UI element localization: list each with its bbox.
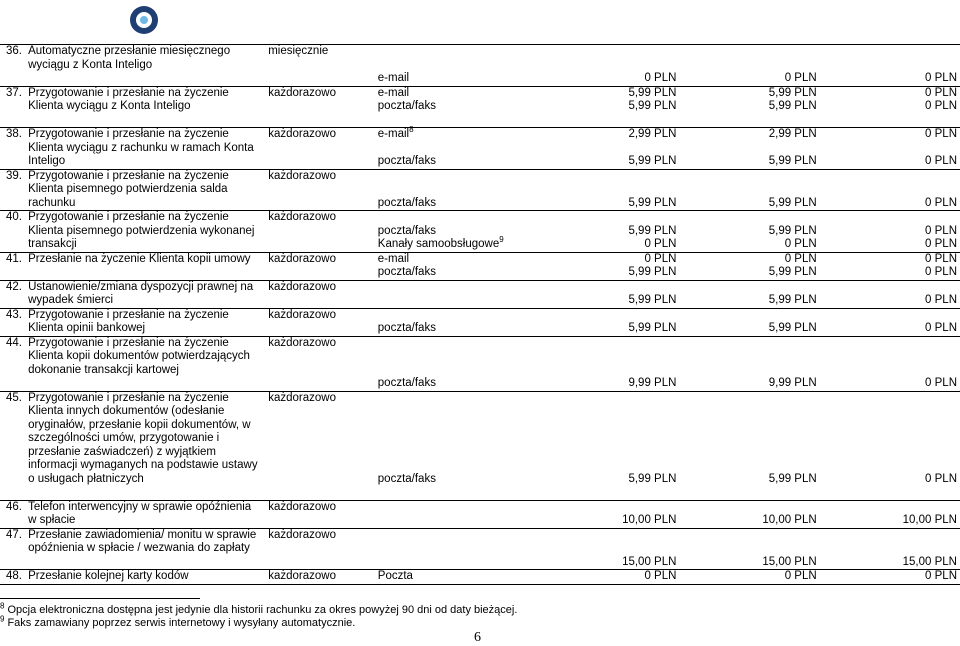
footnote xyxy=(0,614,356,629)
fee-amount-p2 xyxy=(679,542,819,556)
fee-amount-p2: 15,00 PLN xyxy=(762,555,817,568)
row-number: 44. xyxy=(0,336,24,391)
fee-amount-p3 xyxy=(820,486,960,500)
fee-amount-p3 xyxy=(820,405,960,419)
delivery-channel xyxy=(375,308,539,322)
fee-amount-p1 xyxy=(539,528,679,542)
fee-amount-p1 xyxy=(539,486,679,500)
delivery-channel xyxy=(375,570,539,585)
fee-amount-p1: 0 PLN xyxy=(644,72,677,84)
fee-amount-p1 xyxy=(539,542,679,556)
delivery-channel xyxy=(375,556,539,570)
row-number: 48. xyxy=(0,570,24,585)
fee-amount-p3: 10,00 PLN xyxy=(902,514,957,526)
service-description: Przygotowanie i przesłanie na życzenie Klienta opinii bankowej xyxy=(24,308,265,336)
fee-amount-p2: 5,99 PLN xyxy=(768,322,817,334)
service-description: Przygotowanie i przesłanie na życzenie Klienta pisemnego potwierdzenia wykonanej transakcji xyxy=(24,211,265,253)
fee-frequency: każdorazowo xyxy=(265,169,375,211)
channel-label: e-mail xyxy=(377,72,410,84)
row-number: 40. xyxy=(0,211,24,253)
fee-amount-p1 xyxy=(539,169,679,183)
row-number: 41. xyxy=(0,252,24,280)
service-description: Przesłanie na życzenie Klienta kopii umowy xyxy=(24,252,265,280)
fee-amount-p2 xyxy=(679,211,819,225)
fee-amount-p2: 10,00 PLN xyxy=(762,514,817,526)
service-description: Przygotowanie i przesłanie na życzenie Klienta kopii dokumentów potwierdzających dokonanie transakcji kartowej xyxy=(24,336,265,391)
fee-amount-p2 xyxy=(679,59,819,73)
fee-amount-p3: 0 PLN xyxy=(925,377,957,389)
fee-frequency: każdorazowo xyxy=(265,252,375,280)
fee-amount-p1 xyxy=(539,45,679,59)
delivery-channel xyxy=(375,183,539,197)
service-description: Przesłanie kolejnej karty kodów xyxy=(24,570,265,585)
fee-amount-p3 xyxy=(820,528,960,542)
service-description: Przygotowanie i przesłanie na życzenie Klienta pisemnego potwierdzenia salda rachunku xyxy=(24,169,265,211)
footnote-ref: 9 xyxy=(499,235,504,245)
fee-amount-p2: 5,99 PLN xyxy=(768,224,817,237)
footnote-ref: 8 xyxy=(409,125,414,135)
row-number: 43. xyxy=(0,308,24,336)
footnote xyxy=(0,601,518,616)
delivery-channel xyxy=(375,459,539,473)
fee-amount-p2 xyxy=(679,114,819,128)
row-number: 42. xyxy=(0,280,24,308)
fee-amount-p3 xyxy=(820,364,960,378)
fee-amount-p2 xyxy=(679,364,819,378)
channel-label: poczta/faks xyxy=(377,100,436,112)
fee-frequency: każdorazowo xyxy=(265,570,375,585)
fee-amount-p1 xyxy=(539,183,679,197)
fee-amount-p3 xyxy=(820,142,960,156)
row-number: 46. xyxy=(0,500,24,528)
delivery-channel xyxy=(375,266,539,280)
fee-amount-p1 xyxy=(539,350,679,364)
fee-amount-p3 xyxy=(820,183,960,197)
delivery-channel xyxy=(375,45,539,59)
fee-amount-p1 xyxy=(539,459,679,473)
delivery-channel xyxy=(375,252,539,266)
service-description: Przygotowanie i przesłanie na życzenie Klienta innych dokumentów (odesłanie oryginałów, przesłanie kopii dokumentów, w szczególności umów, przygotowanie i przesłanie zaświadczeń) z wyjątkiem informacji wymaganych na podstawie ustawy o usługach płatniczych xyxy=(24,391,265,500)
delivery-channel xyxy=(375,114,539,128)
delivery-channel xyxy=(375,294,539,308)
fee-amount-p3 xyxy=(820,211,960,225)
fee-amount-p3: 0 PLN xyxy=(925,294,957,306)
footnote-mark: 9 xyxy=(0,614,5,624)
channel-label: poczta/faks xyxy=(377,155,436,167)
delivery-channel xyxy=(375,473,539,487)
delivery-channel xyxy=(375,446,539,460)
delivery-channel xyxy=(375,280,539,294)
fee-frequency: każdorazowo xyxy=(265,128,375,170)
fee-amount-p3: 0 PLN xyxy=(820,86,960,100)
fee-amount-p1 xyxy=(539,391,679,405)
fee-amount-p3 xyxy=(820,446,960,460)
delivery-channel xyxy=(375,542,539,556)
channel-label: e-mail xyxy=(377,86,410,99)
fee-amount-p3: 0 PLN xyxy=(925,266,957,278)
fee-amount-p1 xyxy=(539,211,679,225)
row-number: 39. xyxy=(0,169,24,211)
footnote-mark: 8 xyxy=(0,601,5,611)
fee-amount-p2: 5,99 PLN xyxy=(768,196,817,209)
service-description: Przesłanie zawiadomienia/ monitu w sprawie opóźnienia w spłacie / wezwania do zapłaty xyxy=(24,528,265,570)
delivery-channel xyxy=(375,72,539,86)
fee-amount-p1: 9,99 PLN xyxy=(628,377,677,389)
fee-amount-p1: 15,00 PLN xyxy=(622,555,677,568)
delivery-channel xyxy=(375,86,539,100)
fee-amount-p2: 0 PLN xyxy=(784,238,817,250)
delivery-channel xyxy=(375,142,539,156)
fee-amount-p1: 5,99 PLN xyxy=(539,86,679,100)
channel-label: poczta/faks xyxy=(377,377,436,389)
fee-amount-p1: 5,99 PLN xyxy=(628,100,677,112)
row-number: 38. xyxy=(0,128,24,170)
fee-frequency: miesięcznie xyxy=(265,45,375,87)
fee-amount-p2: 0 PLN xyxy=(784,72,817,84)
fee-amount-p3: 0 PLN xyxy=(925,472,957,485)
channel-label: Poczta xyxy=(377,570,413,582)
delivery-channel xyxy=(375,364,539,378)
delivery-channel xyxy=(375,197,539,211)
fee-amount-p1 xyxy=(539,336,679,350)
fee-amount-p2 xyxy=(679,419,819,433)
fee-amount-p2 xyxy=(679,528,819,542)
fee-amount-p2: 0 PLN xyxy=(679,252,819,266)
fee-amount-p3 xyxy=(820,459,960,473)
fee-frequency: każdorazowo xyxy=(265,280,375,308)
fee-amount-p3 xyxy=(820,500,960,514)
fee-amount-p1 xyxy=(539,446,679,460)
fee-amount-p2 xyxy=(679,183,819,197)
fee-amount-p3: 0 PLN xyxy=(820,252,960,266)
delivery-channel xyxy=(375,225,539,239)
channel-label: poczta/faks xyxy=(377,322,436,334)
fee-amount-p3 xyxy=(820,391,960,405)
delivery-channel xyxy=(375,169,539,183)
page-number: 6 xyxy=(474,630,481,645)
fee-amount-p2 xyxy=(679,432,819,446)
delivery-channel xyxy=(375,59,539,73)
delivery-channel xyxy=(375,377,539,391)
fee-amount-p1: 2,99 PLN xyxy=(539,128,679,142)
fee-amount-p2: 0 PLN xyxy=(679,570,819,585)
fee-amount-p1: 5,99 PLN xyxy=(628,294,677,306)
fee-amount-p3 xyxy=(820,336,960,350)
fee-frequency: każdorazowo xyxy=(265,211,375,253)
fee-amount-p1 xyxy=(539,432,679,446)
fee-amount-p2 xyxy=(679,350,819,364)
fee-amount-p2: 9,99 PLN xyxy=(768,377,817,389)
fee-amount-p1: 10,00 PLN xyxy=(622,514,677,526)
fee-amount-p2: 2,99 PLN xyxy=(679,128,819,142)
fee-amount-p1 xyxy=(539,114,679,128)
fee-table xyxy=(0,44,960,585)
fee-amount-p1: 0 PLN xyxy=(539,252,679,266)
fee-amount-p2 xyxy=(679,280,819,294)
fee-amount-p1 xyxy=(539,364,679,378)
fee-amount-p3: 15,00 PLN xyxy=(902,555,957,568)
footnote-text: Faks zamawiany poprzez serwis internetowy i wysyłany automatycznie. xyxy=(7,617,356,629)
delivery-channel xyxy=(375,336,539,350)
delivery-channel xyxy=(375,419,539,433)
delivery-channel xyxy=(375,528,539,542)
fee-amount-p1 xyxy=(539,142,679,156)
service-description: Telefon interwencyjny w sprawie opóźnienia w spłacie xyxy=(24,500,265,528)
delivery-channel xyxy=(375,405,539,419)
fee-amount-p3: 0 PLN xyxy=(925,155,957,167)
fee-amount-p3 xyxy=(820,419,960,433)
fee-amount-p2 xyxy=(679,391,819,405)
fee-amount-p3: 0 PLN xyxy=(925,224,957,237)
fee-amount-p1: 5,99 PLN xyxy=(628,155,677,167)
fee-amount-p1: 5,99 PLN xyxy=(628,322,677,334)
delivery-channel xyxy=(375,514,539,528)
delivery-channel xyxy=(375,486,539,500)
fee-amount-p3 xyxy=(820,59,960,73)
service-description: Ustanowienie/zmiana dyspozycji prawnej na wypadek śmierci xyxy=(24,280,265,308)
footnote-separator xyxy=(0,598,200,599)
fee-amount-p2 xyxy=(679,336,819,350)
fee-amount-p3: 0 PLN xyxy=(925,238,957,250)
fee-amount-p3 xyxy=(820,45,960,59)
inteligo-logo-icon xyxy=(130,6,158,34)
delivery-channel xyxy=(375,235,539,252)
footnote-text: Opcja elektroniczna dostępna jest jedynie dla historii rachunku za okres powyżej 90 dni od daty bieżącej. xyxy=(7,604,518,616)
channel-label: e-mail xyxy=(377,128,410,140)
fee-amount-p2 xyxy=(679,142,819,156)
delivery-channel xyxy=(375,125,539,142)
channel-label: poczta/faks xyxy=(377,224,436,237)
fee-amount-p3 xyxy=(820,114,960,128)
fee-frequency: każdorazowo xyxy=(265,308,375,336)
fee-amount-p1: 5,99 PLN xyxy=(628,224,677,237)
fee-frequency: każdorazowo xyxy=(265,86,375,128)
channel-label: e-mail xyxy=(377,252,410,265)
delivery-channel xyxy=(375,155,539,169)
fee-amount-p3 xyxy=(820,169,960,183)
fee-amount-p2: 5,99 PLN xyxy=(679,86,819,100)
fee-amount-p3: 0 PLN xyxy=(925,196,957,209)
fee-frequency: każdorazowo xyxy=(265,528,375,570)
fee-amount-p3: 0 PLN xyxy=(820,570,960,585)
delivery-channel xyxy=(375,432,539,446)
fee-amount-p2 xyxy=(679,308,819,322)
service-description: Automatyczne przesłanie miesięcznego wyciągu z Konta Inteligo xyxy=(24,45,265,87)
channel-label: Kanały samoobsługowe xyxy=(377,238,500,250)
delivery-channel xyxy=(375,322,539,336)
fee-amount-p1: 5,99 PLN xyxy=(628,196,677,209)
fee-amount-p1 xyxy=(539,308,679,322)
fee-amount-p2 xyxy=(679,446,819,460)
fee-amount-p3 xyxy=(820,308,960,322)
fee-amount-p3 xyxy=(820,432,960,446)
fee-frequency: każdorazowo xyxy=(265,500,375,528)
fee-amount-p1: 0 PLN xyxy=(644,238,677,250)
fee-amount-p2: 5,99 PLN xyxy=(768,266,817,278)
fee-amount-p3 xyxy=(820,542,960,556)
fee-amount-p2 xyxy=(679,486,819,500)
fee-amount-p1: 5,99 PLN xyxy=(628,266,677,278)
fee-amount-p2: 5,99 PLN xyxy=(768,155,817,167)
channel-label: poczta/faks xyxy=(377,472,436,485)
channel-label: poczta/faks xyxy=(377,196,436,209)
row-number: 45. xyxy=(0,391,24,500)
fee-amount-p3: 0 PLN xyxy=(820,128,960,142)
fee-amount-p2 xyxy=(679,405,819,419)
fee-frequency: każdorazowo xyxy=(265,391,375,500)
delivery-channel xyxy=(375,350,539,364)
fee-frequency: każdorazowo xyxy=(265,336,375,391)
fee-amount-p1 xyxy=(539,419,679,433)
fee-amount-p3: 0 PLN xyxy=(925,100,957,112)
fee-amount-p2: 5,99 PLN xyxy=(768,294,817,306)
fee-amount-p1 xyxy=(539,59,679,73)
fee-amount-p2: 5,99 PLN xyxy=(768,472,817,485)
row-number: 37. xyxy=(0,86,24,128)
fee-amount-p3: 0 PLN xyxy=(925,72,957,84)
delivery-channel xyxy=(375,500,539,514)
service-description: Przygotowanie i przesłanie na życzenie Klienta wyciągu z rachunku w ramach Konta Inteligo xyxy=(24,128,265,170)
service-description: Przygotowanie i przesłanie na życzenie Klienta wyciągu z Konta Inteligo xyxy=(24,86,265,128)
row-number: 36. xyxy=(0,45,24,87)
delivery-channel xyxy=(375,391,539,405)
row-number: 47. xyxy=(0,528,24,570)
delivery-channel xyxy=(375,100,539,114)
channel-label: poczta/faks xyxy=(377,266,436,278)
fee-amount-p1 xyxy=(539,280,679,294)
fee-amount-p2: 5,99 PLN xyxy=(768,100,817,112)
fee-amount-p3 xyxy=(820,350,960,364)
fee-amount-p2 xyxy=(679,45,819,59)
fee-amount-p1 xyxy=(539,500,679,514)
fee-amount-p1: 0 PLN xyxy=(539,570,679,585)
fee-amount-p1: 5,99 PLN xyxy=(628,472,677,485)
fee-amount-p2 xyxy=(679,169,819,183)
fee-amount-p3 xyxy=(820,280,960,294)
fee-amount-p2 xyxy=(679,459,819,473)
delivery-channel xyxy=(375,211,539,225)
fee-amount-p2 xyxy=(679,500,819,514)
fee-amount-p3: 0 PLN xyxy=(925,322,957,334)
fee-amount-p1 xyxy=(539,405,679,419)
